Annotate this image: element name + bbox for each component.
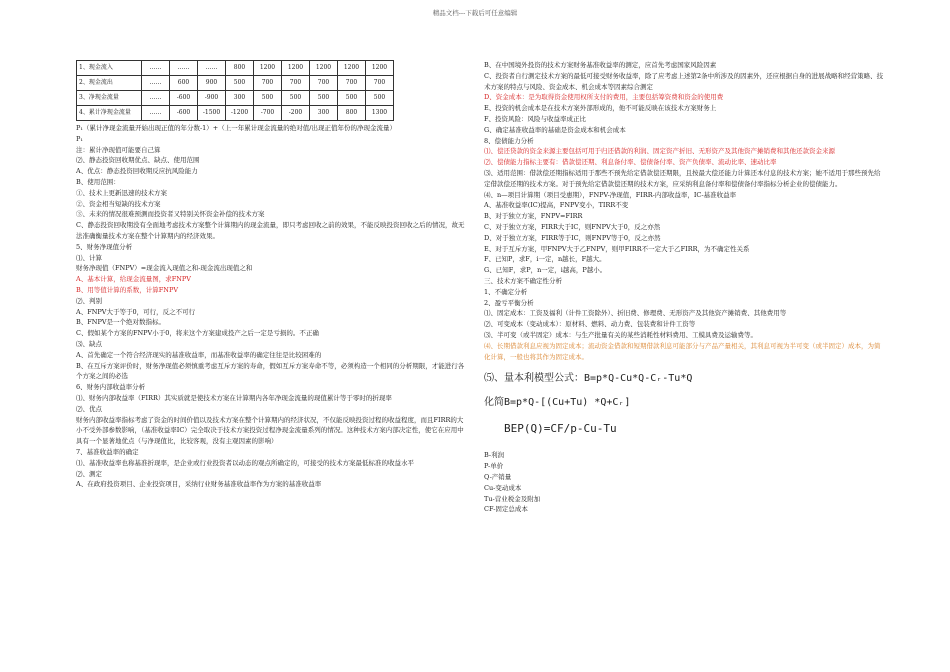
table-cell: 500 — [338, 91, 366, 106]
table-cell: 500 — [226, 76, 254, 91]
text-line: ⑷、n—项目计算期（项目受惠期），FNPV-净现值，FIRR-内部收益率，IC-基准收益率 — [484, 190, 737, 199]
text-line: B、在中国境外投资的技术方案财务基准收益率的测定，应首先考虑国家风险因素 — [484, 61, 717, 69]
table-cell: 700 — [310, 76, 338, 91]
text-line: 财务净现值（FNPV）=现金流入现值之和-现金流出现值之和 — [76, 264, 253, 273]
text-line: ⑵、可变成本（变动成本）：原材料、燃料、动力费、包装费和计件工资等 — [484, 320, 696, 329]
text-line: 三、技术方案不确定性分析 — [484, 276, 562, 285]
table-row-label: 2、现金流出 — [77, 76, 142, 91]
table-cell: …… — [142, 91, 170, 106]
text-line: E、投资的机会成本是在技术方案外部形成的，他不可能反映在该技术方案财务上 — [484, 104, 717, 113]
text-line: B、FNPV是一个绝对数指标。 — [76, 318, 166, 327]
legend-item: P-单价 — [484, 462, 504, 471]
variable-legend — [484, 450, 884, 515]
text-line: G、已知F，求P，n一定，i越高，P越小。 — [484, 266, 607, 275]
text-line: 8、偿债能力分析 — [484, 136, 534, 145]
text-line: E、对于互斥方案，甲FNPV大于乙FNPV，则甲FIRR不一定大于乙FIRR，为不确定性关系 — [484, 244, 750, 253]
text-line: F、投资风险：风险与收益率成正比 — [484, 114, 587, 123]
text-line: ⑶、缺点 — [76, 339, 102, 348]
table-cell: 500 — [282, 91, 310, 106]
text-line: C、投资者自行测定技术方案的最低可接受财务收益率，除了应考虑上述第2条中所涉及的因素外，还应根据自身的进展战略和经营策略、技术方案的特点与风险、资金成本、机会成本等因素综合测定 — [484, 71, 884, 91]
table-cell: 700 — [254, 76, 282, 91]
text-line: C、对于独立方案，FIRR大于IC，则FNPV大于0，反之亦然 — [484, 222, 661, 231]
table-cell: 1300 — [366, 106, 394, 121]
text-line: ⑴、固定成本：工资及福利（计件工资除外）、折旧费、修理费、无形资产及其他资产摊销费、其他费用等 — [484, 309, 787, 318]
text-line: B、使用范围： — [76, 177, 120, 186]
legend-item: Tu-营业税金及附加 — [484, 494, 541, 503]
table-row — [77, 76, 394, 91]
text-line: ⑷、长期借款利息应视为固定成本；流动资金借款和短期借款利息可能部分与产品产量相关，其利息可视为半可变（或半固定）成本，为简化计算，一般也将其作为固定成本。 — [484, 341, 881, 361]
table-cell: 600 — [170, 76, 198, 91]
profit-formula: ⑸、量本利模型公式：B=p*Q-Cu*Q-Cᵣ-Tu*Q — [484, 373, 693, 385]
table-row-label: 3、净现金流量 — [77, 91, 142, 106]
text-line: P₁（累计净现金流量开始出现正值的年分数-1）+（上一年累计现金流量的绝对值/出现正值年份的净现金流量） — [76, 124, 396, 132]
text-line: ⑵、测定 — [76, 469, 102, 478]
right-column — [484, 60, 884, 515]
text-line: ⑴、基准收益率也称基准折现率，是企业或行业投资者以动态的观点所确定的，可接受的技术方案最低标准的收益水平 — [76, 458, 414, 467]
text-line: ⑴、计算 — [76, 253, 102, 262]
text-line: 注：累计净现值可能要自己算 — [76, 145, 161, 154]
legend-item: Cu-变动成本 — [484, 483, 522, 492]
table-cell: 800 — [226, 61, 254, 76]
text-line: ⑴、财务内部收益率（FIRR）其实质就是使技术方案在计算期内各年净现金流量的现值累计等于零时的折现率 — [76, 393, 392, 402]
table-cell: 500 — [366, 91, 394, 106]
cash-flow-table — [76, 60, 394, 121]
text-line: A、优点：静态投资回收期反应抗风险能力 — [76, 167, 198, 176]
table-cell: 1200 — [310, 61, 338, 76]
table-cell: -1200 — [226, 106, 254, 121]
text-line: C、假如某个方案的FNPV小于0，将来这个方案建成投产之后一定是亏损的。不正确 — [76, 329, 319, 338]
text-line: ①、技术上更新迅速的技术方案 — [76, 188, 167, 197]
table-cell: 800 — [338, 106, 366, 121]
table-cell: …… — [198, 61, 226, 76]
table-cell: -900 — [198, 91, 226, 106]
text-line: A、首先确定一个符合经济现实的基准收益率，而基准收益率的确定往往是比较困难的 — [76, 350, 322, 359]
left-column — [76, 60, 468, 490]
table-cell: …… — [142, 106, 170, 121]
table-cell: …… — [142, 76, 170, 91]
table-cell: 700 — [366, 76, 394, 91]
text-line: ⑵、判别 — [76, 296, 102, 305]
text-line: C、静态投资回收期没有全面地考虑技术方案整个计算期内的现金流量，即只考虑回收之前的效果，不能反映投资回收之后的情况，故无法准确衡量技术方案在整个计算期内的经济效果。 — [76, 221, 465, 240]
table-cell: -200 — [282, 106, 310, 121]
table-cell: 1200 — [338, 61, 366, 76]
text-line: G、确定基准收益率的基础是资金成本和机会成本 — [484, 125, 626, 134]
text-line: 7、基准收益率的确定 — [76, 447, 139, 456]
table-row-label: 4、累计净现金流量 — [77, 106, 142, 121]
text-line: ②、资金相当短缺的技术方案 — [76, 199, 161, 208]
text-line: ⑶、适用范围：借款偿还期指标适用于那些不预先给定借款偿还期限，且按最大偿还能力计算还本付息的技术方案；她不适用于那些预先给定借款偿还期的技术方案。对于预先给定借款偿还期的技术方案，应采纳利息备付率和偿债备付率指标分析企业的偿债能力。 — [484, 168, 881, 188]
table-cell: 900 — [198, 76, 226, 91]
text-line: F、已知P，求F，i一定，n越长，F越大。 — [484, 255, 606, 264]
text-line: 2、盈亏平衡分析 — [484, 298, 534, 307]
text-line: B、在互斥方案评价时，财务净现值必须慎重考虑互斥方案的寿命，假如互斥方案寿命不等，必须构造一个相同的分析期限，才能进行各个方案之间的必选 — [76, 361, 465, 381]
text-line: 5、财务净现值分析 — [76, 242, 133, 251]
text-line: A、在政府投资项目、企业投资项目，采纳行业财务基准收益率作为方案的基准收益率 — [76, 480, 322, 489]
table-cell: …… — [170, 61, 198, 76]
text-line: B、用等值计算的系数，计算FNPV — [76, 285, 179, 294]
table-cell: 1200 — [282, 61, 310, 76]
legend-item: B-利润 — [484, 451, 505, 460]
table-row — [77, 106, 394, 121]
table-cell: 1200 — [254, 61, 282, 76]
text-line: ⑵、偿债能力指标主要有：借款偿还期、利息备付率、偿债备付率、资产负债率、流动比率、速动比率 — [484, 158, 777, 167]
text-line: ⑶、半可变（或半固定）成本：与生产批量有关的某些消耗性材料费用、工模具费及运输费等。 — [484, 330, 757, 339]
left-text — [76, 123, 468, 490]
text-line: ⑵、优点 — [76, 404, 102, 413]
table-cell: -600 — [170, 106, 198, 121]
table-row — [77, 91, 394, 106]
text-line: P₁ — [76, 134, 83, 143]
text-line: 6、财务内部收益率分析 — [76, 383, 146, 392]
table-cell: 500 — [254, 91, 282, 106]
table-cell: 700 — [282, 76, 310, 91]
table-cell: -700 — [254, 106, 282, 121]
text-line: A、FNPV大于等于0，可行，反之不可行 — [76, 307, 196, 316]
table-row — [77, 61, 394, 76]
table-cell: -1500 — [198, 106, 226, 121]
table-cell: 300 — [310, 106, 338, 121]
text-line: A、基本计算，给现金流量图，求FNPV — [76, 275, 191, 284]
legend-item: CF-固定总成本 — [484, 505, 528, 514]
legend-item: Q-产销量 — [484, 472, 512, 481]
right-text — [484, 60, 884, 362]
table-cell: 1200 — [366, 61, 394, 76]
table-cell: 500 — [310, 91, 338, 106]
text-line: 财务内部收益率指标考虑了资金的时间价值以及技术方案在整个计算期内的经济状况，不仅能反映投资过程的收益程度，而且FIRR的大小不受外部参数影响，（基准收益率IC）完全取决于技术方案投资过程净现金流量系列的情况。这种技术方案内部决定性，使它在应用中具有一个显著地优点（与净现值比，比较客观，没有主观因素的影响） — [76, 415, 464, 446]
simplified-formula: 化简B=p*Q-[(Cu+Tu) *Q+Cᵣ] — [484, 397, 631, 409]
table-cell: 700 — [338, 76, 366, 91]
table-cell: -600 — [170, 91, 198, 106]
text-line: D、资金成本：是为取得资金使用权所支付的费用，主要包括筹资费和资金的使用费 — [484, 93, 724, 102]
text-line: A、基准收益率(IC)提高，FNPV变小，TIRR不变 — [484, 201, 629, 210]
text-line: B、对于独立方案，FNPV=FIRR — [484, 212, 583, 221]
text-line: ⑵、静态投资回收期优点、缺点、使用范围 — [76, 156, 200, 165]
text-line: 1、不确定分析 — [484, 287, 528, 296]
text-line: ③、未来的情况很难预测而投资者又特别关怀资金补偿的技术方案 — [76, 210, 265, 219]
table-cell: …… — [142, 61, 170, 76]
page-header: 精品文档---下载后可任意编辑 — [432, 9, 518, 17]
bep-formula: BEP(Q)=CF/p-Cu-Tu — [504, 422, 617, 436]
text-line: ⑴、偿还贷款的资金来源主要包括可用于归还借款的利润、固定资产折旧、无形资产及其他资产摊销费和其他还款资金来源 — [484, 147, 835, 156]
table-row-label: 1、现金流入 — [77, 61, 142, 76]
table-cell: 300 — [226, 91, 254, 106]
text-line: D、对于独立方案，FIRR等于IC，则FNPV等于0，反之亦然 — [484, 233, 661, 242]
